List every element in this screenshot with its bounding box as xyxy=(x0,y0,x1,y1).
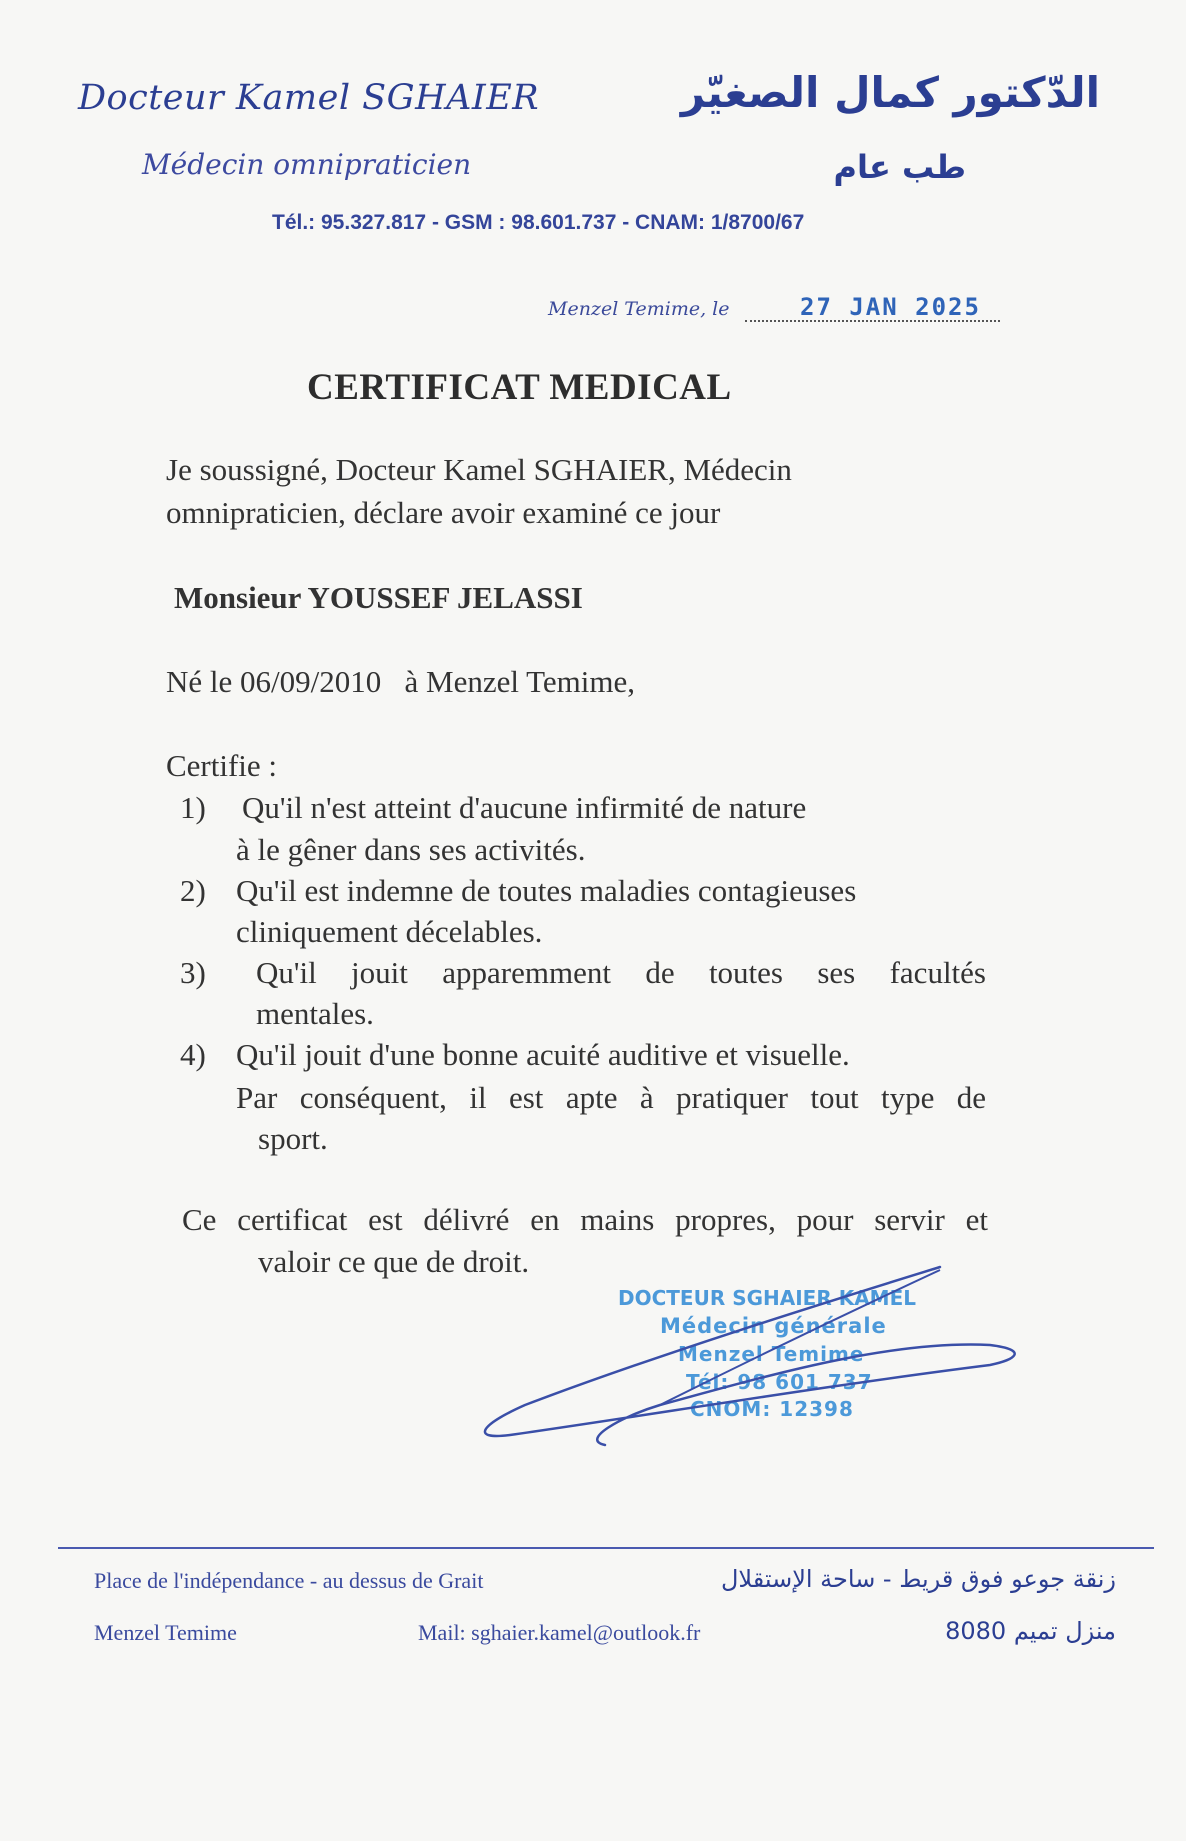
intro-line-2: omnipraticien, déclare avoir examiné ce jour xyxy=(166,495,721,530)
contact-line: Tél.: 95.327.817 - GSM : 98.601.737 - CNAM: 1/8700/67 xyxy=(272,211,805,234)
item-3-number: 3) xyxy=(180,955,206,990)
doctor-specialty: Médecin omnipraticien xyxy=(142,148,472,181)
stamp-line-5: CNOM: 12398 xyxy=(690,1397,854,1421)
item-4-number: 4) xyxy=(180,1037,206,1072)
stamp-line-3: Menzel Temime xyxy=(678,1342,865,1366)
footer-address-arabic: زنقة جوعو فوق قريط - ساحة الإستقلال xyxy=(720,1565,1116,1593)
date-stamp: 27 JAN 2025 xyxy=(800,293,981,321)
footer-divider xyxy=(58,1547,1154,1549)
item-1-line-1: Qu'il n'est atteint d'aucune infirmité de nature xyxy=(242,790,807,825)
footer-city-arabic: منزل تميم 8080 xyxy=(945,1617,1116,1645)
footer-address: Place de l'indépendance - au dessus de Grait xyxy=(94,1568,484,1593)
doctor-name-arabic: الدّكتور كمال الصغيّر xyxy=(680,68,1100,117)
item-2-number: 2) xyxy=(180,873,206,908)
intro-line-1: Je soussigné, Docteur Kamel SGHAIER, Médecin xyxy=(166,452,792,487)
closing-line-1: Ce certificat est délivré en mains propres, pour servir et xyxy=(182,1202,988,1237)
stamp-line-1: DOCTEUR SGHAIER KAMEL xyxy=(618,1286,916,1310)
item-3-line-2: mentales. xyxy=(256,996,374,1031)
stamp-line-4: Tél: 98 601 737 xyxy=(686,1370,873,1394)
footer-city: Menzel Temime xyxy=(94,1620,237,1645)
item-4-line-3: sport. xyxy=(258,1121,328,1156)
item-1-line-2: à le gêner dans ses activités. xyxy=(236,832,586,867)
certifie-label: Certifie : xyxy=(166,748,278,783)
closing-line-2: valoir ce que de droit. xyxy=(258,1244,530,1279)
patient-name: Monsieur YOUSSEF JELASSI xyxy=(174,580,583,615)
date-place-label: Menzel Temime, le xyxy=(548,298,730,320)
doctor-specialty-arabic: طب عام xyxy=(833,148,966,186)
item-4-line-2: Par conséquent, il est apte à pratiquer tout type de xyxy=(236,1080,986,1115)
doctor-name: Docteur Kamel SGHAIER xyxy=(78,78,540,118)
footer-mail: Mail: sghaier.kamel@outlook.fr xyxy=(418,1620,701,1645)
signature-scribble xyxy=(470,1255,1030,1465)
birth-line: Né le 06/09/2010 à Menzel Temime, xyxy=(166,664,636,699)
item-4-line-1: Qu'il jouit d'une bonne acuité auditive et visuelle. xyxy=(236,1037,850,1072)
item-3-line-1: Qu'il jouit apparemment de toutes ses facultés xyxy=(256,955,986,990)
stamp-line-2: Médecin générale xyxy=(660,1314,887,1338)
certificate-title: CERTIFICAT MEDICAL xyxy=(307,367,732,408)
item-2-line-1: Qu'il est indemne de toutes maladies contagieuses xyxy=(236,873,857,908)
item-1-number: 1) xyxy=(180,790,206,825)
item-2-line-2: cliniquement décelables. xyxy=(236,914,543,949)
